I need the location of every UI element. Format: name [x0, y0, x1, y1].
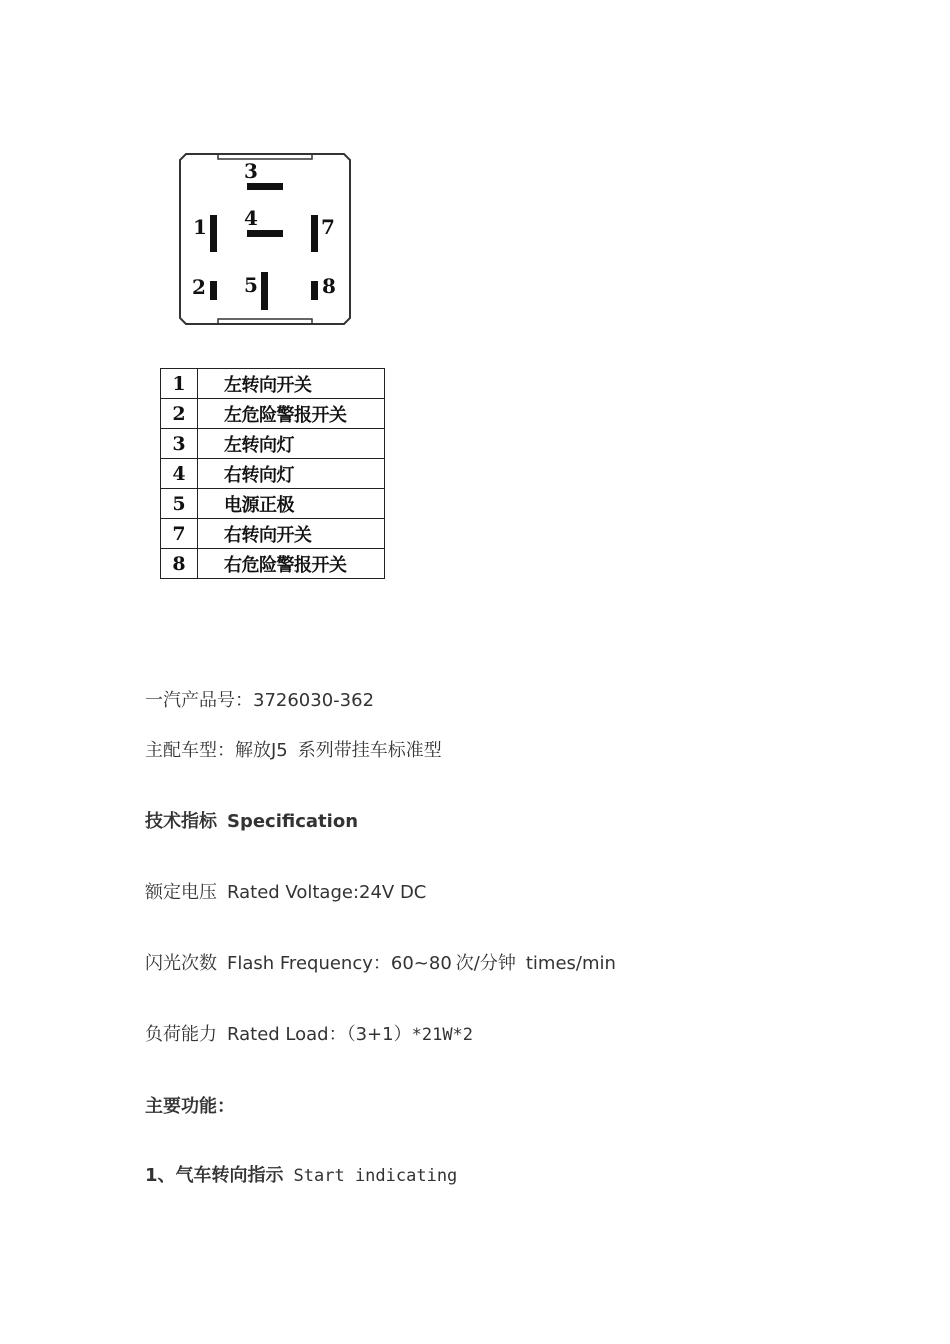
pin-function-cell: 右危险警报开关 — [198, 549, 385, 579]
function-1-line — [145, 1165, 457, 1187]
flash-frequency-unit-cn: 次/分钟 — [455, 953, 516, 974]
spec-heading-en: Specification — [227, 811, 359, 832]
connector-top-notch — [218, 154, 312, 159]
pin-1-terminal — [210, 215, 217, 252]
table-row — [161, 489, 385, 519]
pin-function-cell: 右转向开关 — [198, 519, 385, 549]
vehicle-model-label: 主配车型：解放 — [145, 740, 271, 761]
pin-function-cell: 右转向灯 — [198, 459, 385, 489]
pin-7-terminal — [311, 215, 318, 252]
connector-bottom-notch — [218, 319, 312, 324]
table-row — [161, 459, 385, 489]
product-number-value: 3726030-362 — [253, 690, 375, 711]
vehicle-model-line — [145, 740, 442, 762]
pin-number-cell: 5 — [161, 489, 198, 519]
pin-8-terminal — [311, 281, 318, 300]
rated-load-cn: 负荷能力 — [145, 1024, 217, 1045]
flash-frequency-en: Flash Frequency：60~80 — [227, 953, 452, 974]
product-number-label: 一汽产品号： — [145, 690, 253, 711]
product-number-line — [145, 690, 374, 712]
pin-1-label: 1 — [193, 215, 207, 239]
pin-8-label: 8 — [322, 274, 336, 298]
table-row — [161, 519, 385, 549]
flash-frequency-line — [145, 953, 616, 975]
pin-function-table — [160, 368, 385, 579]
rated-voltage-en: Rated Voltage:24V DC — [227, 882, 427, 903]
functions-heading: 主要功能： — [145, 1096, 235, 1117]
pin-function-cell: 电源正极 — [198, 489, 385, 519]
pin-5-label: 5 — [244, 273, 258, 297]
function-1-en: Start indicating — [293, 1166, 458, 1186]
rated-voltage-cn: 额定电压 — [145, 882, 217, 903]
rated-load-en: Rated Load： — [227, 1024, 347, 1045]
pin-3-terminal — [247, 183, 283, 190]
pin-7-label: 7 — [321, 215, 335, 239]
table-row — [161, 429, 385, 459]
pin-3-label: 3 — [244, 159, 258, 183]
pin-number-cell: 4 — [161, 459, 198, 489]
pin-number-cell: 7 — [161, 519, 198, 549]
flash-frequency-unit-en: times/min — [525, 953, 616, 974]
flash-frequency-cn: 闪光次数 — [145, 953, 217, 974]
spec-heading-cn: 技术指标 — [145, 811, 217, 832]
pin-number-cell: 3 — [161, 429, 198, 459]
pin-4-label: 4 — [244, 206, 258, 230]
rated-load-line — [145, 1024, 473, 1046]
rated-voltage-line — [145, 882, 426, 904]
connector-pin-diagram — [178, 152, 352, 326]
vehicle-model-value: J5 — [271, 740, 288, 761]
pin-number-cell: 8 — [161, 549, 198, 579]
table-row — [161, 549, 385, 579]
pin-function-cell: 左危险警报开关 — [198, 399, 385, 429]
pin-number-cell: 1 — [161, 369, 198, 399]
pin-4-terminal — [247, 230, 283, 237]
pin-number-cell: 2 — [161, 399, 198, 429]
function-1-cn: 1、气车转向指示 — [145, 1165, 284, 1186]
rated-load-value-a: （3+1） — [346, 1024, 412, 1045]
pin-5-terminal — [261, 272, 268, 310]
pin-function-cell: 左转向开关 — [198, 369, 385, 399]
table-row — [161, 399, 385, 429]
rated-load-value-b: *21W*2 — [411, 1025, 474, 1045]
pin-2-terminal — [210, 281, 217, 300]
table-row — [161, 369, 385, 399]
spec-heading — [145, 811, 358, 833]
pin-function-cell: 左转向灯 — [198, 429, 385, 459]
vehicle-model-suffix: 系列带挂车标准型 — [297, 740, 442, 761]
pin-2-label: 2 — [192, 275, 206, 299]
